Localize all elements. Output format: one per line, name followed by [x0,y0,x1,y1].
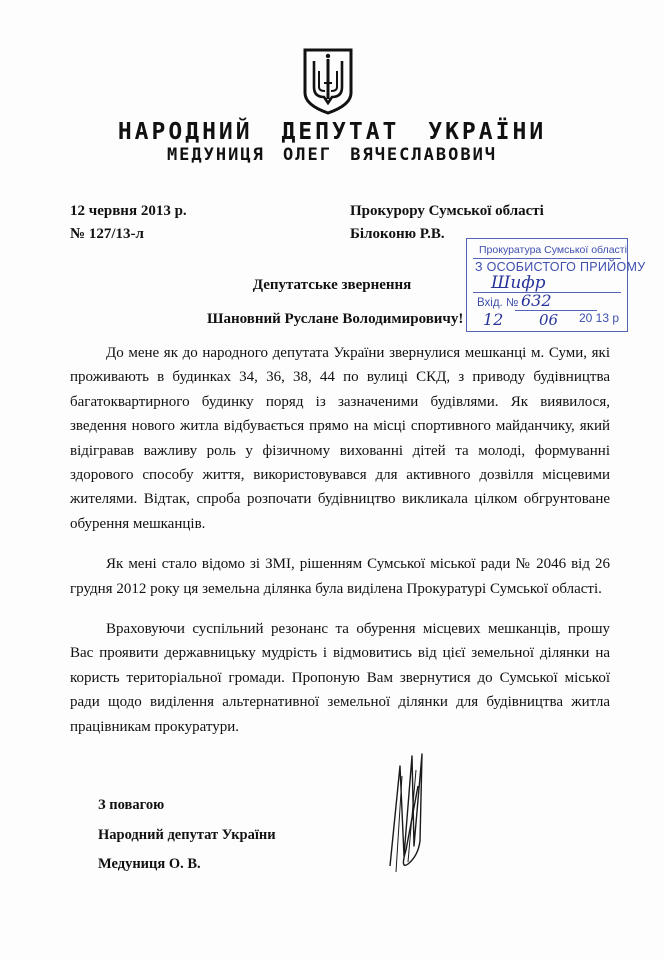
document-type: Депутатське звернення [252,277,412,293]
closing-position: Народний депутат України [98,827,276,843]
recipient-title: Прокурору Сумської області [350,203,544,219]
stamp-day: 12 [483,310,504,329]
letter-date: 12 червня 2013 р. [70,203,187,219]
stamp-incoming-number: 632 [521,291,552,310]
stamp-incoming-label: Вхід. № [477,297,519,309]
handwritten-signature-icon [360,746,450,886]
closing-regards: З повагою [98,797,165,813]
body-paragraph: Як мені стало відомо зі ЗМІ, рішенням Сумської міської ради № 2046 від 26 грудня 2012 року ця земельна ділянка була виділена Прокуратурі Сумської області. [70,556,610,597]
coat-of-arms-icon [302,47,354,115]
body-paragraph: Враховуючи суспільний резонанс та обурення місцевих мешканців, прошу Вас проявити державницьку мудрість і відмовитись від цієї земельної ділянки на користь територіальної громади. Пропоную Вам звернутися до Сумської міської ради щодо виділення альтернативної земельної ділянки для будівництва житла працівникам прокуратури. [70,621,610,735]
stamp-handwritten-note: Шифр [491,273,546,293]
stamp-year: 20 13 р [579,311,620,325]
letterhead-name: МЕДУНИЦЯ ОЛЕГ ВЯЧЕСЛАВОВИЧ [166,145,498,165]
closing-signatory: Медуниця О. В. [98,856,201,872]
letter-body [70,341,610,755]
letterhead-title: НАРОДНИЙ ДЕПУТАТ УКРАЇНИ [117,119,547,145]
registration-stamp [466,238,646,332]
stamp-organization: Прокуратура Сумської області [479,244,627,256]
stamp-month: 06 [539,311,559,329]
letter-number: № 127/13-л [70,226,144,242]
recipient-name: Білоконю Р.В. [350,226,445,242]
stamp-department: З ОСОБИСТОГО ПРИЙОМУ [475,260,646,274]
salutation: Шановний Руслане Володимировичу! [207,311,464,327]
body-paragraph: До мене як до народного депутата України звернулися мешканці м. Суми, які проживають в будинках 34, 36, 38, 44 по вулиці СКД, з приводу будівництва багатоквартирного будинку поряд із зазначеними будівлями. Як виявилося, зведення нового житла відбувається прямо на місці спортивного майданчику, який відігравав важливу роль у фізичному вихованні дітей та молоді, формуванні здорового способу життя, використовувався для активного дозвілля місцевими жителями. Відтак, спроба розпочати будівництво викликала цілком обгрунтоване обурення мешканців. [70,345,610,532]
